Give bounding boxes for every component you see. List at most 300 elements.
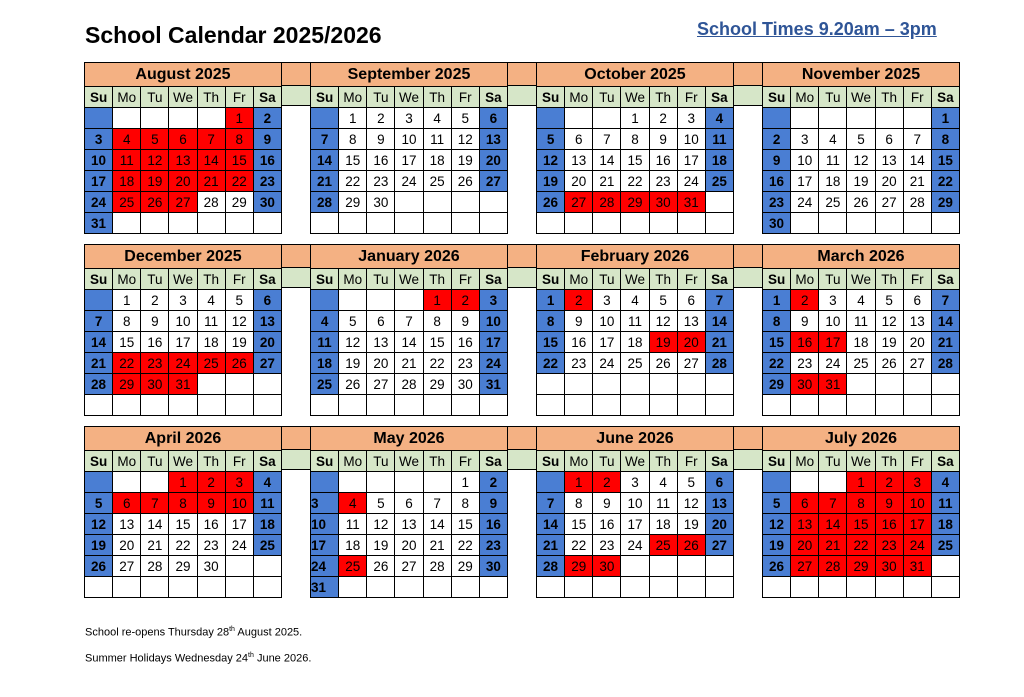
day-cell xyxy=(847,108,875,129)
day-cell: 22 xyxy=(452,535,480,556)
day-cell: 8 xyxy=(113,311,141,332)
day-cell: 31 xyxy=(480,374,508,395)
weekday-header: Th xyxy=(198,269,226,290)
day-cell: 17 xyxy=(226,514,254,535)
day-cell: 6 xyxy=(254,290,282,311)
day-cell xyxy=(367,290,395,311)
weekday-header: Fr xyxy=(678,451,706,472)
day-cell: 7 xyxy=(706,290,734,311)
day-cell: 10 xyxy=(85,150,113,171)
day-cell: 14 xyxy=(904,150,932,171)
day-cell: 23 xyxy=(367,171,395,192)
day-cell: 17 xyxy=(169,332,197,353)
weekday-header: Tu xyxy=(819,87,847,108)
day-cell: 11 xyxy=(339,514,367,535)
month-calendar xyxy=(762,244,960,416)
day-cell: 21 xyxy=(932,332,960,353)
day-cell: 13 xyxy=(254,311,282,332)
day-cell xyxy=(904,374,932,395)
day-cell: 12 xyxy=(141,150,169,171)
day-cell: 29 xyxy=(424,374,452,395)
day-cell: 2 xyxy=(593,472,621,493)
day-cell: 2 xyxy=(254,108,282,129)
weekday-header: Th xyxy=(198,87,226,108)
column-spacer xyxy=(734,62,762,234)
day-cell: 13 xyxy=(791,514,819,535)
day-cell: 20 xyxy=(480,150,508,171)
weekday-header: Su xyxy=(763,451,791,472)
day-cell: 25 xyxy=(113,192,141,213)
weekday-header: Mo xyxy=(113,451,141,472)
day-cell: 14 xyxy=(819,514,847,535)
day-cell: 4 xyxy=(621,290,649,311)
day-cell: 18 xyxy=(847,332,875,353)
day-cell xyxy=(763,472,791,493)
month-title: January 2026 xyxy=(311,245,508,269)
day-cell xyxy=(339,213,367,234)
day-cell: 31 xyxy=(85,213,113,234)
day-cell xyxy=(452,395,480,416)
day-cell: 28 xyxy=(424,556,452,577)
day-cell: 1 xyxy=(565,472,593,493)
day-cell: 6 xyxy=(678,290,706,311)
day-cell: 2 xyxy=(367,108,395,129)
day-cell: 19 xyxy=(141,171,169,192)
weekday-header: Tu xyxy=(367,87,395,108)
day-cell: 23 xyxy=(791,353,819,374)
day-cell xyxy=(254,213,282,234)
month-calendar xyxy=(310,62,508,234)
day-cell: 3 xyxy=(791,129,819,150)
month-calendar xyxy=(310,244,508,416)
day-cell xyxy=(339,472,367,493)
day-cell xyxy=(452,213,480,234)
weekday-header: Sa xyxy=(706,451,734,472)
weekday-header: Mo xyxy=(565,87,593,108)
day-cell: 20 xyxy=(254,332,282,353)
day-cell: 15 xyxy=(565,514,593,535)
day-cell xyxy=(198,213,226,234)
day-cell: 13 xyxy=(706,493,734,514)
day-cell: 21 xyxy=(141,535,169,556)
day-cell: 6 xyxy=(876,129,904,150)
footer-sup: th xyxy=(248,652,254,659)
day-cell: 1 xyxy=(847,472,875,493)
day-cell: 9 xyxy=(565,311,593,332)
day-cell xyxy=(198,395,226,416)
day-cell: 21 xyxy=(85,353,113,374)
day-cell: 14 xyxy=(198,150,226,171)
day-cell xyxy=(650,577,678,598)
day-cell: 3 xyxy=(621,472,649,493)
day-cell: 28 xyxy=(141,556,169,577)
day-cell xyxy=(763,395,791,416)
day-cell xyxy=(85,108,113,129)
day-cell: 30 xyxy=(791,374,819,395)
day-cell: 25 xyxy=(254,535,282,556)
day-cell: 28 xyxy=(537,556,565,577)
day-cell: 13 xyxy=(367,332,395,353)
weekday-header: Th xyxy=(876,269,904,290)
day-cell: 9 xyxy=(198,493,226,514)
day-cell: 5 xyxy=(876,290,904,311)
day-cell xyxy=(226,213,254,234)
day-cell: 22 xyxy=(424,353,452,374)
weekday-header: Fr xyxy=(452,269,480,290)
weekday-header: Mo xyxy=(339,269,367,290)
day-cell: 22 xyxy=(339,171,367,192)
day-cell: 27 xyxy=(169,192,197,213)
day-cell: 5 xyxy=(141,129,169,150)
day-cell: 16 xyxy=(650,150,678,171)
day-cell xyxy=(876,577,904,598)
day-cell: 31 xyxy=(311,577,339,598)
day-cell: 29 xyxy=(847,556,875,577)
month-calendar xyxy=(762,62,960,234)
weekday-header: Tu xyxy=(593,451,621,472)
day-cell xyxy=(565,374,593,395)
day-cell: 30 xyxy=(480,556,508,577)
day-cell: 11 xyxy=(621,311,649,332)
weekday-header: We xyxy=(169,269,197,290)
weekday-header: We xyxy=(847,269,875,290)
weekday-header: Tu xyxy=(819,269,847,290)
day-cell: 7 xyxy=(395,311,423,332)
day-cell: 15 xyxy=(932,150,960,171)
spacer-body xyxy=(508,288,536,416)
day-cell xyxy=(367,577,395,598)
day-cell: 12 xyxy=(678,493,706,514)
day-cell xyxy=(424,192,452,213)
day-cell: 6 xyxy=(395,493,423,514)
day-cell: 28 xyxy=(904,192,932,213)
day-cell: 12 xyxy=(339,332,367,353)
day-cell: 29 xyxy=(113,374,141,395)
day-cell: 12 xyxy=(226,311,254,332)
day-cell: 26 xyxy=(226,353,254,374)
day-cell: 8 xyxy=(424,311,452,332)
day-cell: 17 xyxy=(395,150,423,171)
day-cell xyxy=(847,577,875,598)
day-cell xyxy=(791,108,819,129)
day-cell: 17 xyxy=(678,150,706,171)
day-cell: 29 xyxy=(565,556,593,577)
day-cell: 8 xyxy=(226,129,254,150)
day-cell xyxy=(876,395,904,416)
day-cell xyxy=(85,472,113,493)
day-cell: 11 xyxy=(932,493,960,514)
footer-summer-note xyxy=(85,652,311,665)
day-cell: 10 xyxy=(311,514,339,535)
day-cell: 24 xyxy=(85,192,113,213)
day-cell: 7 xyxy=(932,290,960,311)
day-cell: 19 xyxy=(367,535,395,556)
day-cell xyxy=(537,472,565,493)
day-cell: 20 xyxy=(706,514,734,535)
day-cell: 26 xyxy=(650,353,678,374)
day-cell: 24 xyxy=(791,192,819,213)
day-cell: 12 xyxy=(763,514,791,535)
day-cell xyxy=(565,577,593,598)
day-cell xyxy=(565,395,593,416)
day-cell xyxy=(395,192,423,213)
weekday-header: Tu xyxy=(141,87,169,108)
day-cell xyxy=(113,472,141,493)
day-cell: 16 xyxy=(763,171,791,192)
day-cell xyxy=(226,395,254,416)
day-cell: 5 xyxy=(847,129,875,150)
day-cell: 8 xyxy=(169,493,197,514)
day-cell: 4 xyxy=(650,472,678,493)
spacer-body xyxy=(508,470,536,598)
day-cell xyxy=(791,395,819,416)
day-cell: 19 xyxy=(678,514,706,535)
weekday-header: Su xyxy=(537,269,565,290)
day-cell: 18 xyxy=(311,353,339,374)
day-cell: 2 xyxy=(452,290,480,311)
day-cell: 2 xyxy=(650,108,678,129)
month-calendar xyxy=(536,244,734,416)
day-cell xyxy=(141,472,169,493)
day-cell xyxy=(367,213,395,234)
weekday-header: Mo xyxy=(339,87,367,108)
day-cell: 28 xyxy=(311,192,339,213)
day-cell xyxy=(847,213,875,234)
day-cell: 30 xyxy=(452,374,480,395)
weekday-header: Sa xyxy=(932,451,960,472)
day-cell: 10 xyxy=(678,129,706,150)
month-title: March 2026 xyxy=(763,245,960,269)
day-cell: 26 xyxy=(847,192,875,213)
day-cell: 30 xyxy=(763,213,791,234)
month-title: October 2025 xyxy=(537,63,734,87)
day-cell: 5 xyxy=(226,290,254,311)
day-cell xyxy=(932,374,960,395)
day-cell: 6 xyxy=(113,493,141,514)
day-cell: 9 xyxy=(650,129,678,150)
day-cell: 30 xyxy=(593,556,621,577)
day-cell xyxy=(113,395,141,416)
day-cell xyxy=(621,213,649,234)
school-times-link[interactable]: School Times 9.20am – 3pm xyxy=(697,19,937,39)
day-cell: 3 xyxy=(85,129,113,150)
day-cell: 23 xyxy=(593,535,621,556)
day-cell: 14 xyxy=(85,332,113,353)
weekday-header: We xyxy=(395,87,423,108)
day-cell: 10 xyxy=(791,150,819,171)
day-cell: 30 xyxy=(141,374,169,395)
day-cell xyxy=(791,577,819,598)
day-cell xyxy=(706,374,734,395)
day-cell: 31 xyxy=(819,374,847,395)
weekday-header: Fr xyxy=(452,451,480,472)
day-cell: 26 xyxy=(339,374,367,395)
day-cell: 28 xyxy=(395,374,423,395)
day-cell: 10 xyxy=(226,493,254,514)
day-cell: 30 xyxy=(198,556,226,577)
weekday-header: Fr xyxy=(678,269,706,290)
day-cell: 15 xyxy=(113,332,141,353)
day-cell xyxy=(819,108,847,129)
weekday-header: Mo xyxy=(791,269,819,290)
day-cell: 7 xyxy=(819,493,847,514)
day-cell xyxy=(932,395,960,416)
day-cell: 23 xyxy=(876,535,904,556)
day-cell: 27 xyxy=(904,353,932,374)
spacer-dayrow xyxy=(734,450,762,470)
weekday-header: We xyxy=(847,451,875,472)
day-cell xyxy=(678,374,706,395)
day-cell: 27 xyxy=(791,556,819,577)
day-cell: 27 xyxy=(395,556,423,577)
day-cell xyxy=(819,577,847,598)
day-cell xyxy=(763,108,791,129)
day-cell: 22 xyxy=(847,535,875,556)
day-cell: 21 xyxy=(198,171,226,192)
day-cell xyxy=(847,374,875,395)
day-cell xyxy=(678,556,706,577)
month-calendar xyxy=(536,426,734,598)
day-cell xyxy=(311,472,339,493)
day-cell: 28 xyxy=(198,192,226,213)
day-cell: 8 xyxy=(452,493,480,514)
day-cell xyxy=(226,374,254,395)
day-cell: 5 xyxy=(85,493,113,514)
column-spacer xyxy=(508,244,536,416)
day-cell: 16 xyxy=(480,514,508,535)
month-title: July 2026 xyxy=(763,427,960,451)
day-cell: 23 xyxy=(650,171,678,192)
day-cell xyxy=(706,192,734,213)
column-spacer xyxy=(282,426,310,598)
day-cell xyxy=(480,577,508,598)
day-cell xyxy=(452,192,480,213)
day-cell: 31 xyxy=(678,192,706,213)
day-cell xyxy=(311,290,339,311)
day-cell: 20 xyxy=(904,332,932,353)
weekday-header: Mo xyxy=(791,87,819,108)
day-cell: 20 xyxy=(367,353,395,374)
day-cell: 17 xyxy=(621,514,649,535)
day-cell: 25 xyxy=(847,353,875,374)
day-cell: 10 xyxy=(621,493,649,514)
day-cell: 22 xyxy=(932,171,960,192)
day-cell: 8 xyxy=(537,311,565,332)
weekday-header: Fr xyxy=(904,87,932,108)
spacer-body xyxy=(734,106,762,234)
day-cell: 11 xyxy=(254,493,282,514)
day-cell: 26 xyxy=(141,192,169,213)
day-cell xyxy=(791,472,819,493)
day-cell: 12 xyxy=(85,514,113,535)
weekday-header: Fr xyxy=(452,87,480,108)
day-cell: 15 xyxy=(339,150,367,171)
day-cell: 13 xyxy=(876,150,904,171)
spacer-dayrow xyxy=(508,450,536,470)
day-cell: 2 xyxy=(763,129,791,150)
day-cell: 7 xyxy=(85,311,113,332)
day-cell: 23 xyxy=(480,535,508,556)
day-cell xyxy=(85,577,113,598)
day-cell: 30 xyxy=(876,556,904,577)
day-cell: 14 xyxy=(141,514,169,535)
month-title: February 2026 xyxy=(537,245,734,269)
day-cell: 3 xyxy=(169,290,197,311)
day-cell xyxy=(424,395,452,416)
day-cell: 3 xyxy=(904,472,932,493)
day-cell: 8 xyxy=(565,493,593,514)
weekday-header: We xyxy=(169,451,197,472)
day-cell xyxy=(621,374,649,395)
day-cell: 2 xyxy=(480,472,508,493)
day-cell: 8 xyxy=(621,129,649,150)
day-cell: 8 xyxy=(339,129,367,150)
day-cell xyxy=(254,395,282,416)
weekday-header: Su xyxy=(85,87,113,108)
day-cell: 13 xyxy=(480,129,508,150)
weekday-header: Sa xyxy=(480,269,508,290)
day-cell: 24 xyxy=(678,171,706,192)
day-cell xyxy=(311,108,339,129)
day-cell: 17 xyxy=(85,171,113,192)
day-cell: 7 xyxy=(141,493,169,514)
day-cell xyxy=(311,213,339,234)
day-cell: 18 xyxy=(254,514,282,535)
day-cell: 18 xyxy=(339,535,367,556)
weekday-header: Tu xyxy=(367,451,395,472)
day-cell: 16 xyxy=(565,332,593,353)
day-cell: 17 xyxy=(819,332,847,353)
weekday-header: Th xyxy=(424,87,452,108)
day-cell xyxy=(706,577,734,598)
day-cell: 29 xyxy=(932,192,960,213)
day-cell: 10 xyxy=(480,311,508,332)
day-cell: 11 xyxy=(650,493,678,514)
day-cell: 5 xyxy=(763,493,791,514)
day-cell: 21 xyxy=(904,171,932,192)
spacer-header xyxy=(734,426,762,450)
day-cell: 17 xyxy=(311,535,339,556)
day-cell: 20 xyxy=(395,535,423,556)
day-cell xyxy=(650,395,678,416)
day-cell: 18 xyxy=(706,150,734,171)
month-calendar xyxy=(84,62,282,234)
day-cell: 22 xyxy=(621,171,649,192)
day-cell: 10 xyxy=(819,311,847,332)
day-cell xyxy=(650,556,678,577)
day-cell xyxy=(141,213,169,234)
day-cell: 12 xyxy=(650,311,678,332)
day-cell: 17 xyxy=(480,332,508,353)
day-cell xyxy=(452,577,480,598)
footer-sup: th xyxy=(229,626,235,633)
day-cell: 13 xyxy=(904,311,932,332)
day-cell: 12 xyxy=(367,514,395,535)
day-cell: 3 xyxy=(480,290,508,311)
day-cell: 14 xyxy=(537,514,565,535)
weekday-header: Mo xyxy=(791,451,819,472)
day-cell: 14 xyxy=(706,311,734,332)
weekday-header: Tu xyxy=(141,269,169,290)
month-calendar xyxy=(84,244,282,416)
weekday-header: We xyxy=(169,87,197,108)
day-cell xyxy=(904,577,932,598)
day-cell: 20 xyxy=(113,535,141,556)
day-cell: 7 xyxy=(904,129,932,150)
day-cell: 29 xyxy=(763,374,791,395)
day-cell: 9 xyxy=(480,493,508,514)
day-cell: 3 xyxy=(395,108,423,129)
